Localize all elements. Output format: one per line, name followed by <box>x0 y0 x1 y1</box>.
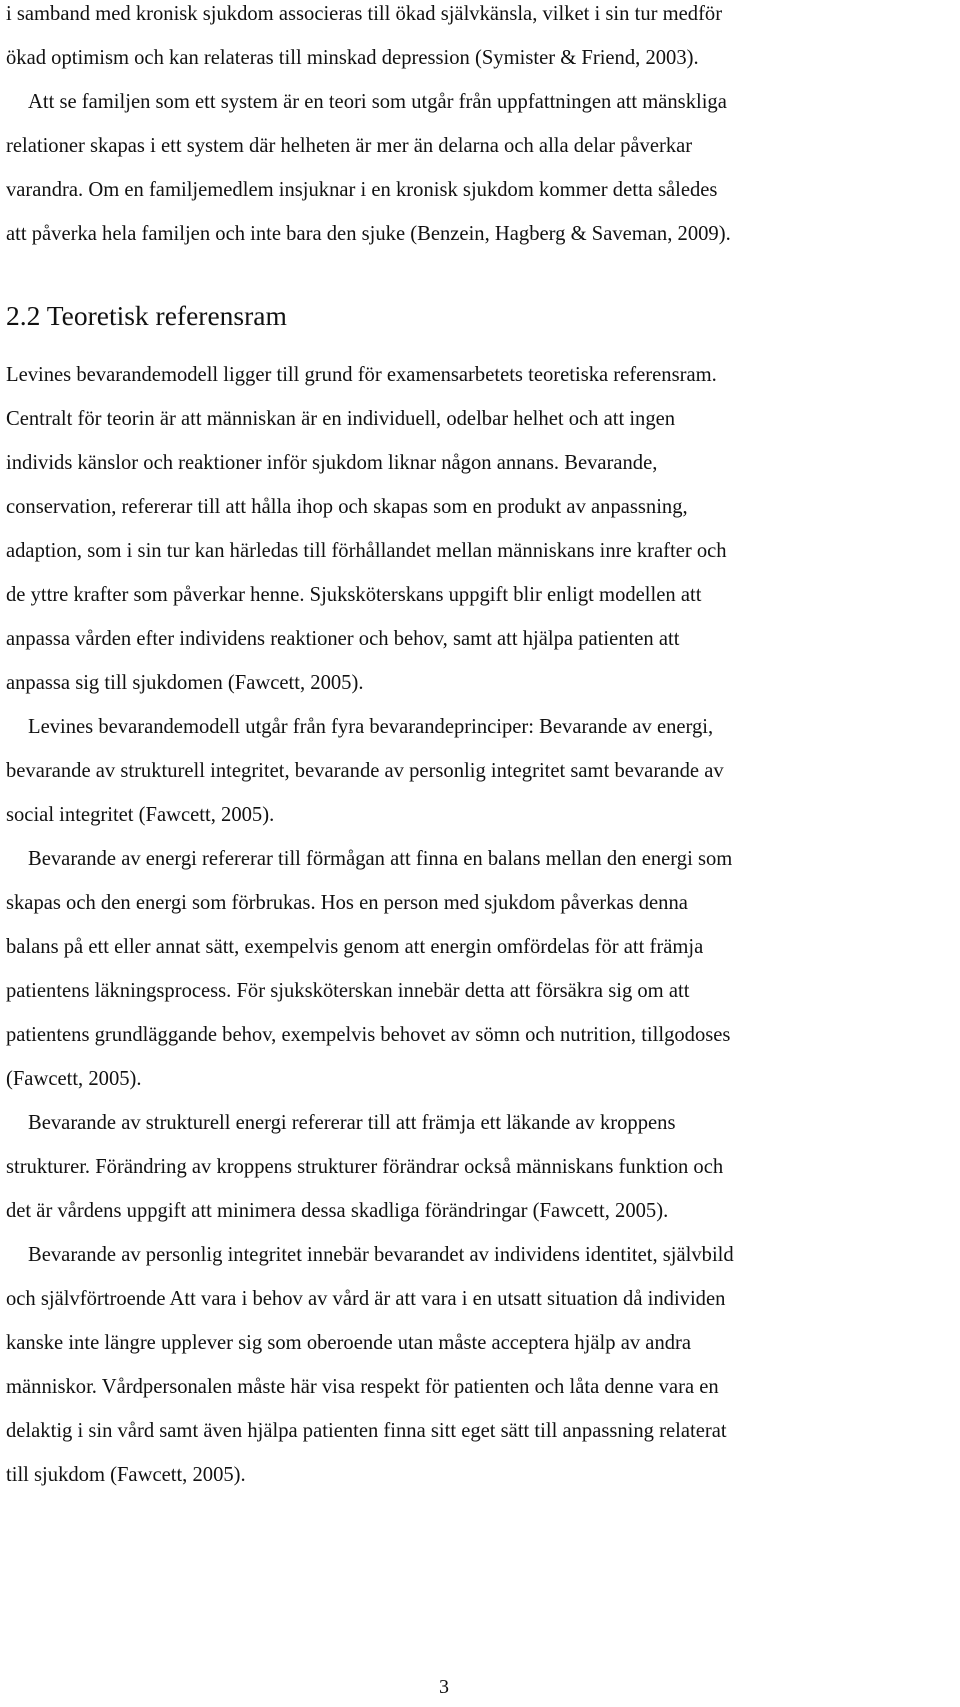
text-line: bevarande av strukturell integritet, bevarande av personlig integritet samt bevarande av <box>6 760 724 782</box>
text-line: Levines bevarandemodell utgår från fyra bevarandeprinciper: Bevarande av energi, <box>28 716 714 738</box>
text-line: social integritet (Fawcett, 2005). <box>6 804 275 826</box>
paragraph <box>6 1233 942 1497</box>
text-line: (Fawcett, 2005). <box>6 1068 142 1090</box>
text-line: Levines bevarandemodell ligger till grund för examensarbetets teoretiska referensram. <box>6 364 717 386</box>
text-line: till sjukdom (Fawcett, 2005). <box>6 1464 246 1486</box>
text-line: strukturer. Förändring av kroppens strukturer förändrar också människans funktion och <box>6 1156 724 1178</box>
text-line: och självförtroende Att vara i behov av vård är att vara i en utsatt situation då individen <box>6 1288 726 1310</box>
text-line: individs känslor och reaktioner inför sjukdom liknar någon annans. Bevarande, <box>6 452 658 474</box>
paragraph <box>6 80 942 256</box>
text-line: Bevarande av strukturell energi refererar till att främja ett läkande av kroppens <box>28 1112 676 1134</box>
text-line: adaption, som i sin tur kan härledas till förhållandet mellan människans inre krafter och <box>6 540 727 562</box>
text-line: Bevarande av energi refererar till förmågan att finna en balans mellan den energi som <box>28 848 733 870</box>
text-line: patientens grundläggande behov, exempelvis behovet av sömn och nutrition, tillgodoses <box>6 1024 731 1046</box>
text-block-top <box>6 0 942 256</box>
text-line: Bevarande av personlig integritet innebär bevarandet av individens identitet, självbild <box>28 1244 734 1266</box>
text-line: Att se familjen som ett system är en teori som utgår från uppfattningen att mänskliga <box>28 91 727 113</box>
text-line: anpassa vården efter individens reaktioner och behov, samt att hjälpa patienten att <box>6 628 680 650</box>
text-line: i samband med kronisk sjukdom associeras till ökad självkänsla, vilket i sin tur medför <box>6 3 723 25</box>
text-line: relationer skapas i ett system där helheten är mer än delarna och alla delar påverkar <box>6 135 693 157</box>
text-line: de yttre krafter som påverkar henne. Sjuksköterskans uppgift blir enligt modellen att <box>6 584 702 606</box>
text-line: patientens läkningsprocess. För sjuksköterskan innebär detta att försäkra sig om att <box>6 980 690 1002</box>
text-line: conservation, refererar till att hålla ihop och skapas som en produkt av anpassning, <box>6 496 688 518</box>
text-line: ökad optimism och kan relateras till minskad depression (Symister & Friend, 2003). <box>6 47 699 69</box>
text-line: balans på ett eller annat sätt, exempelvis genom att energin omfördelas för att främja <box>6 936 704 958</box>
text-line: delaktig i sin vård samt även hjälpa patienten finna sitt eget sätt till anpassning relaterat <box>6 1420 727 1442</box>
section-heading: 2.2 Teoretisk referensram <box>6 300 287 331</box>
paragraph <box>6 0 942 80</box>
page-number: 3 <box>439 1676 449 1698</box>
text-line: Centralt för teorin är att människan är en individuell, odelbar helhet och att ingen <box>6 408 676 430</box>
text-line: varandra. Om en familjemedlem insjuknar i en kronisk sjukdom kommer detta således <box>6 179 718 201</box>
text-block-main <box>6 353 942 1497</box>
paragraph <box>6 705 942 837</box>
text-line: människor. Vårdpersonalen måste här visa respekt för patienten och låta denne vara en <box>6 1376 719 1398</box>
text-line: att påverka hela familjen och inte bara den sjuke (Benzein, Hagberg & Saveman, 2009). <box>6 223 731 245</box>
text-line: det är vårdens uppgift att minimera dessa skadliga förändringar (Fawcett, 2005). <box>6 1200 669 1222</box>
paragraph <box>6 1101 942 1233</box>
paragraph <box>6 837 942 1101</box>
text-line: anpassa sig till sjukdomen (Fawcett, 2005). <box>6 672 364 694</box>
text-line: kanske inte längre upplever sig som oberoende utan måste acceptera hjälp av andra <box>6 1332 692 1354</box>
text-line: skapas och den energi som förbrukas. Hos en person med sjukdom påverkas denna <box>6 892 688 914</box>
paragraph <box>6 353 942 705</box>
